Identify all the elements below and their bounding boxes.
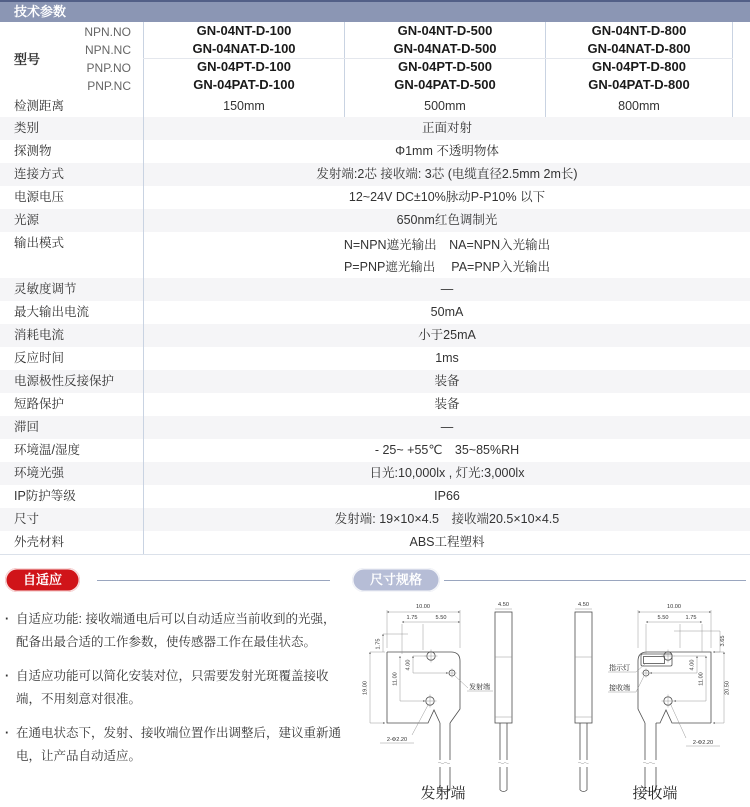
dim-t2: 5.50 (435, 615, 447, 621)
model-number: GN-04PAT-D-800 (588, 77, 690, 92)
spec-value-text: 装备 (434, 397, 460, 411)
spec-value-text: 小于25mA (418, 328, 476, 342)
spec-value (143, 209, 750, 232)
emitter-lens-label: 发射端 (469, 683, 490, 691)
adaptive-bullet: · 自适应功能可以简化安装对位，只需要发射光斑覆盖接收端，不用刻意对很准。 (5, 665, 343, 711)
spec-label: 反应时间 (14, 351, 65, 365)
spec-value-text: IP66 (434, 489, 460, 503)
spec-label: IP防护等级 (14, 489, 76, 503)
spec-value (143, 439, 750, 462)
spec-value (143, 117, 750, 140)
adaptive-badge: 自适应 (5, 568, 80, 592)
dim-holes: 2-Φ2.20 (386, 737, 408, 743)
spec-row (0, 278, 750, 301)
spec-label: 探测物 (14, 144, 52, 158)
model-number: GN-04NT-D-500 (397, 23, 493, 38)
spec-label: 连接方式 (14, 167, 65, 181)
page-title: 技术参数 (14, 4, 67, 19)
spec-label: 输出模式 (14, 236, 65, 250)
spec-row (0, 370, 750, 393)
spec-value (143, 163, 750, 186)
dim-t1: 1.75 (406, 615, 418, 621)
spec-row (0, 117, 750, 140)
spec-label: 短路保护 (14, 397, 65, 411)
receiver-caption: 接收端 (632, 786, 678, 802)
type-npn-no: NPN.NO (84, 24, 131, 39)
spec-value-text: 12~24V DC±10%脉动P-P10% 以下 (348, 190, 546, 204)
dimension-drawing (350, 598, 750, 807)
adaptive-rule (97, 580, 330, 581)
spec-label: 滞回 (14, 420, 40, 434)
spec-label: 检测距离 (14, 99, 65, 113)
spec-value-text: P=PNP遮光输出 PA=PNP入光输出 (343, 260, 551, 274)
emitter-caption: 发射端 (420, 786, 466, 802)
indicator-led-label: 指示灯 (609, 664, 630, 672)
adaptive-bullet: · 自适应功能: 接收端通电后可以自动适应当前收到的光强，配备出最合适的工作参数，使传感器工作在最佳状态。 (5, 608, 343, 654)
spec-value-text: Φ1mm 不透明物体 (395, 144, 499, 158)
distance-value: 500mm (344, 95, 545, 117)
spec-row (0, 163, 750, 186)
dimension-badge: 尺寸规格 (352, 568, 440, 592)
dim-side-width: 4.50 (498, 602, 509, 608)
model-number: GN-04NAT-D-500 (393, 41, 497, 56)
spec-value-text: 发射端: 19×10×4.5 接收端20.5×10×4.5 (334, 512, 560, 526)
dim-t1: 5.50 (657, 615, 669, 621)
model-number: GN-04NT-D-100 (196, 23, 292, 38)
model-row (0, 22, 750, 95)
spec-label: 消耗电流 (14, 328, 65, 342)
model-number: GN-04NAT-D-100 (192, 41, 296, 56)
spec-value (143, 278, 750, 301)
spec-label: 尺寸 (14, 512, 40, 526)
spec-label: 灵敏度调节 (14, 282, 77, 296)
spec-value-text: 日光:10,000lx , 灯光:3,000lx (369, 466, 525, 480)
dim-v3: 11.00 (698, 672, 705, 686)
adaptive-notes (5, 608, 343, 779)
spec-value (143, 531, 750, 554)
spec-row (0, 324, 750, 347)
section-header-technical-parameters (0, 2, 750, 22)
spec-row (0, 347, 750, 370)
spec-value (143, 370, 750, 393)
model-row-divider (143, 58, 733, 59)
type-npn-nc: NPN.NC (84, 42, 131, 57)
dim-v3: 11.00 (392, 672, 399, 686)
spec-row (0, 232, 750, 278)
spec-value-text: 正面对射 (421, 121, 472, 135)
dim-width: 10.00 (416, 604, 430, 610)
spec-value (143, 186, 750, 209)
receiver-lens-label: 接收端 (609, 684, 630, 692)
spec-value-text: 650nm红色调制光 (396, 213, 498, 227)
spec-label: 光源 (14, 213, 40, 227)
adaptive-bullet: · 在通电状态下，发射、接收端位置作出调整后，建议重新通电，让产品自动适应。 (5, 722, 343, 768)
type-pnp-no: PNP.NO (86, 60, 131, 75)
spec-row (0, 485, 750, 508)
model-number: GN-04PT-D-800 (592, 59, 686, 74)
spec-row (0, 439, 750, 462)
spec-row (0, 462, 750, 485)
emitter-drawing (363, 602, 513, 802)
spec-value-text: — (440, 282, 454, 296)
spec-value-text: 1ms (435, 351, 459, 365)
spec-value-text: N=NPN遮光输出 NA=NPN入光输出 (343, 238, 551, 252)
spec-label: 电源极性反接保护 (14, 374, 115, 388)
spec-value (143, 324, 750, 347)
distance-value: 150mm (143, 95, 344, 117)
spec-value-text: — (440, 420, 454, 434)
model-number: GN-04PT-D-500 (398, 59, 492, 74)
type-pnp-nc: PNP.NC (87, 78, 131, 93)
dim-side-width: 4.50 (578, 602, 589, 608)
spec-label: 最大输出电流 (14, 305, 90, 319)
spec-value (143, 508, 750, 531)
spec-row (0, 508, 750, 531)
spec-value-text: 装备 (434, 374, 460, 388)
spec-value-text: ABS工程塑料 (409, 535, 485, 549)
model-number: GN-04PAT-D-100 (193, 77, 295, 92)
dim-v4: 20.50 (724, 681, 731, 695)
spec-value (143, 232, 750, 278)
dim-v2: 4.00 (689, 659, 696, 671)
spec-label: 外壳材料 (14, 535, 65, 549)
spec-row (0, 140, 750, 163)
dim-v0: 3.65 (720, 635, 726, 647)
spec-row (0, 186, 750, 209)
spec-value-text: - 25~ +55℃ 35~85%RH (374, 443, 520, 457)
receiver-drawing (575, 602, 731, 802)
distance-row (0, 95, 750, 117)
dim-holes: 2-Φ2.20 (692, 740, 714, 746)
spec-row (0, 531, 750, 554)
spec-row (0, 416, 750, 439)
spec-table (0, 22, 750, 555)
model-number: GN-04NT-D-800 (591, 23, 687, 38)
spec-value (143, 416, 750, 439)
dim-v2: 4.00 (405, 659, 412, 671)
dim-width: 10.00 (667, 604, 681, 610)
spec-value (143, 462, 750, 485)
spec-value (143, 140, 750, 163)
spec-value (143, 393, 750, 416)
model-label: 型号 (14, 52, 41, 67)
model-label-cell (0, 22, 143, 95)
model-number: GN-04PAT-D-500 (394, 77, 496, 92)
distance-value: 800mm (545, 95, 733, 117)
spec-row (0, 301, 750, 324)
spec-label: 环境光强 (14, 466, 65, 480)
spec-value (143, 301, 750, 324)
dimension-rule (444, 580, 746, 581)
model-number: GN-04NAT-D-800 (587, 41, 691, 56)
spec-row (0, 393, 750, 416)
model-number: GN-04PT-D-100 (197, 59, 291, 74)
spec-value (143, 347, 750, 370)
spec-value-text: 50mA (430, 305, 464, 319)
spec-label: 环境温/湿度 (14, 443, 80, 457)
output-type-list (84, 23, 143, 95)
spec-row (0, 209, 750, 232)
spec-label: 电源电压 (14, 190, 65, 204)
dim-v4: 19.00 (362, 681, 369, 695)
dim-t2: 1.75 (685, 615, 697, 621)
dim-v1: 1.75 (375, 638, 382, 650)
spec-value-text: 发射端:2芯 接收端: 3芯 (电缆直径2.5mm 2m长) (316, 167, 578, 181)
spec-value (143, 485, 750, 508)
spec-rows (0, 117, 750, 555)
spec-label: 类别 (14, 121, 40, 135)
